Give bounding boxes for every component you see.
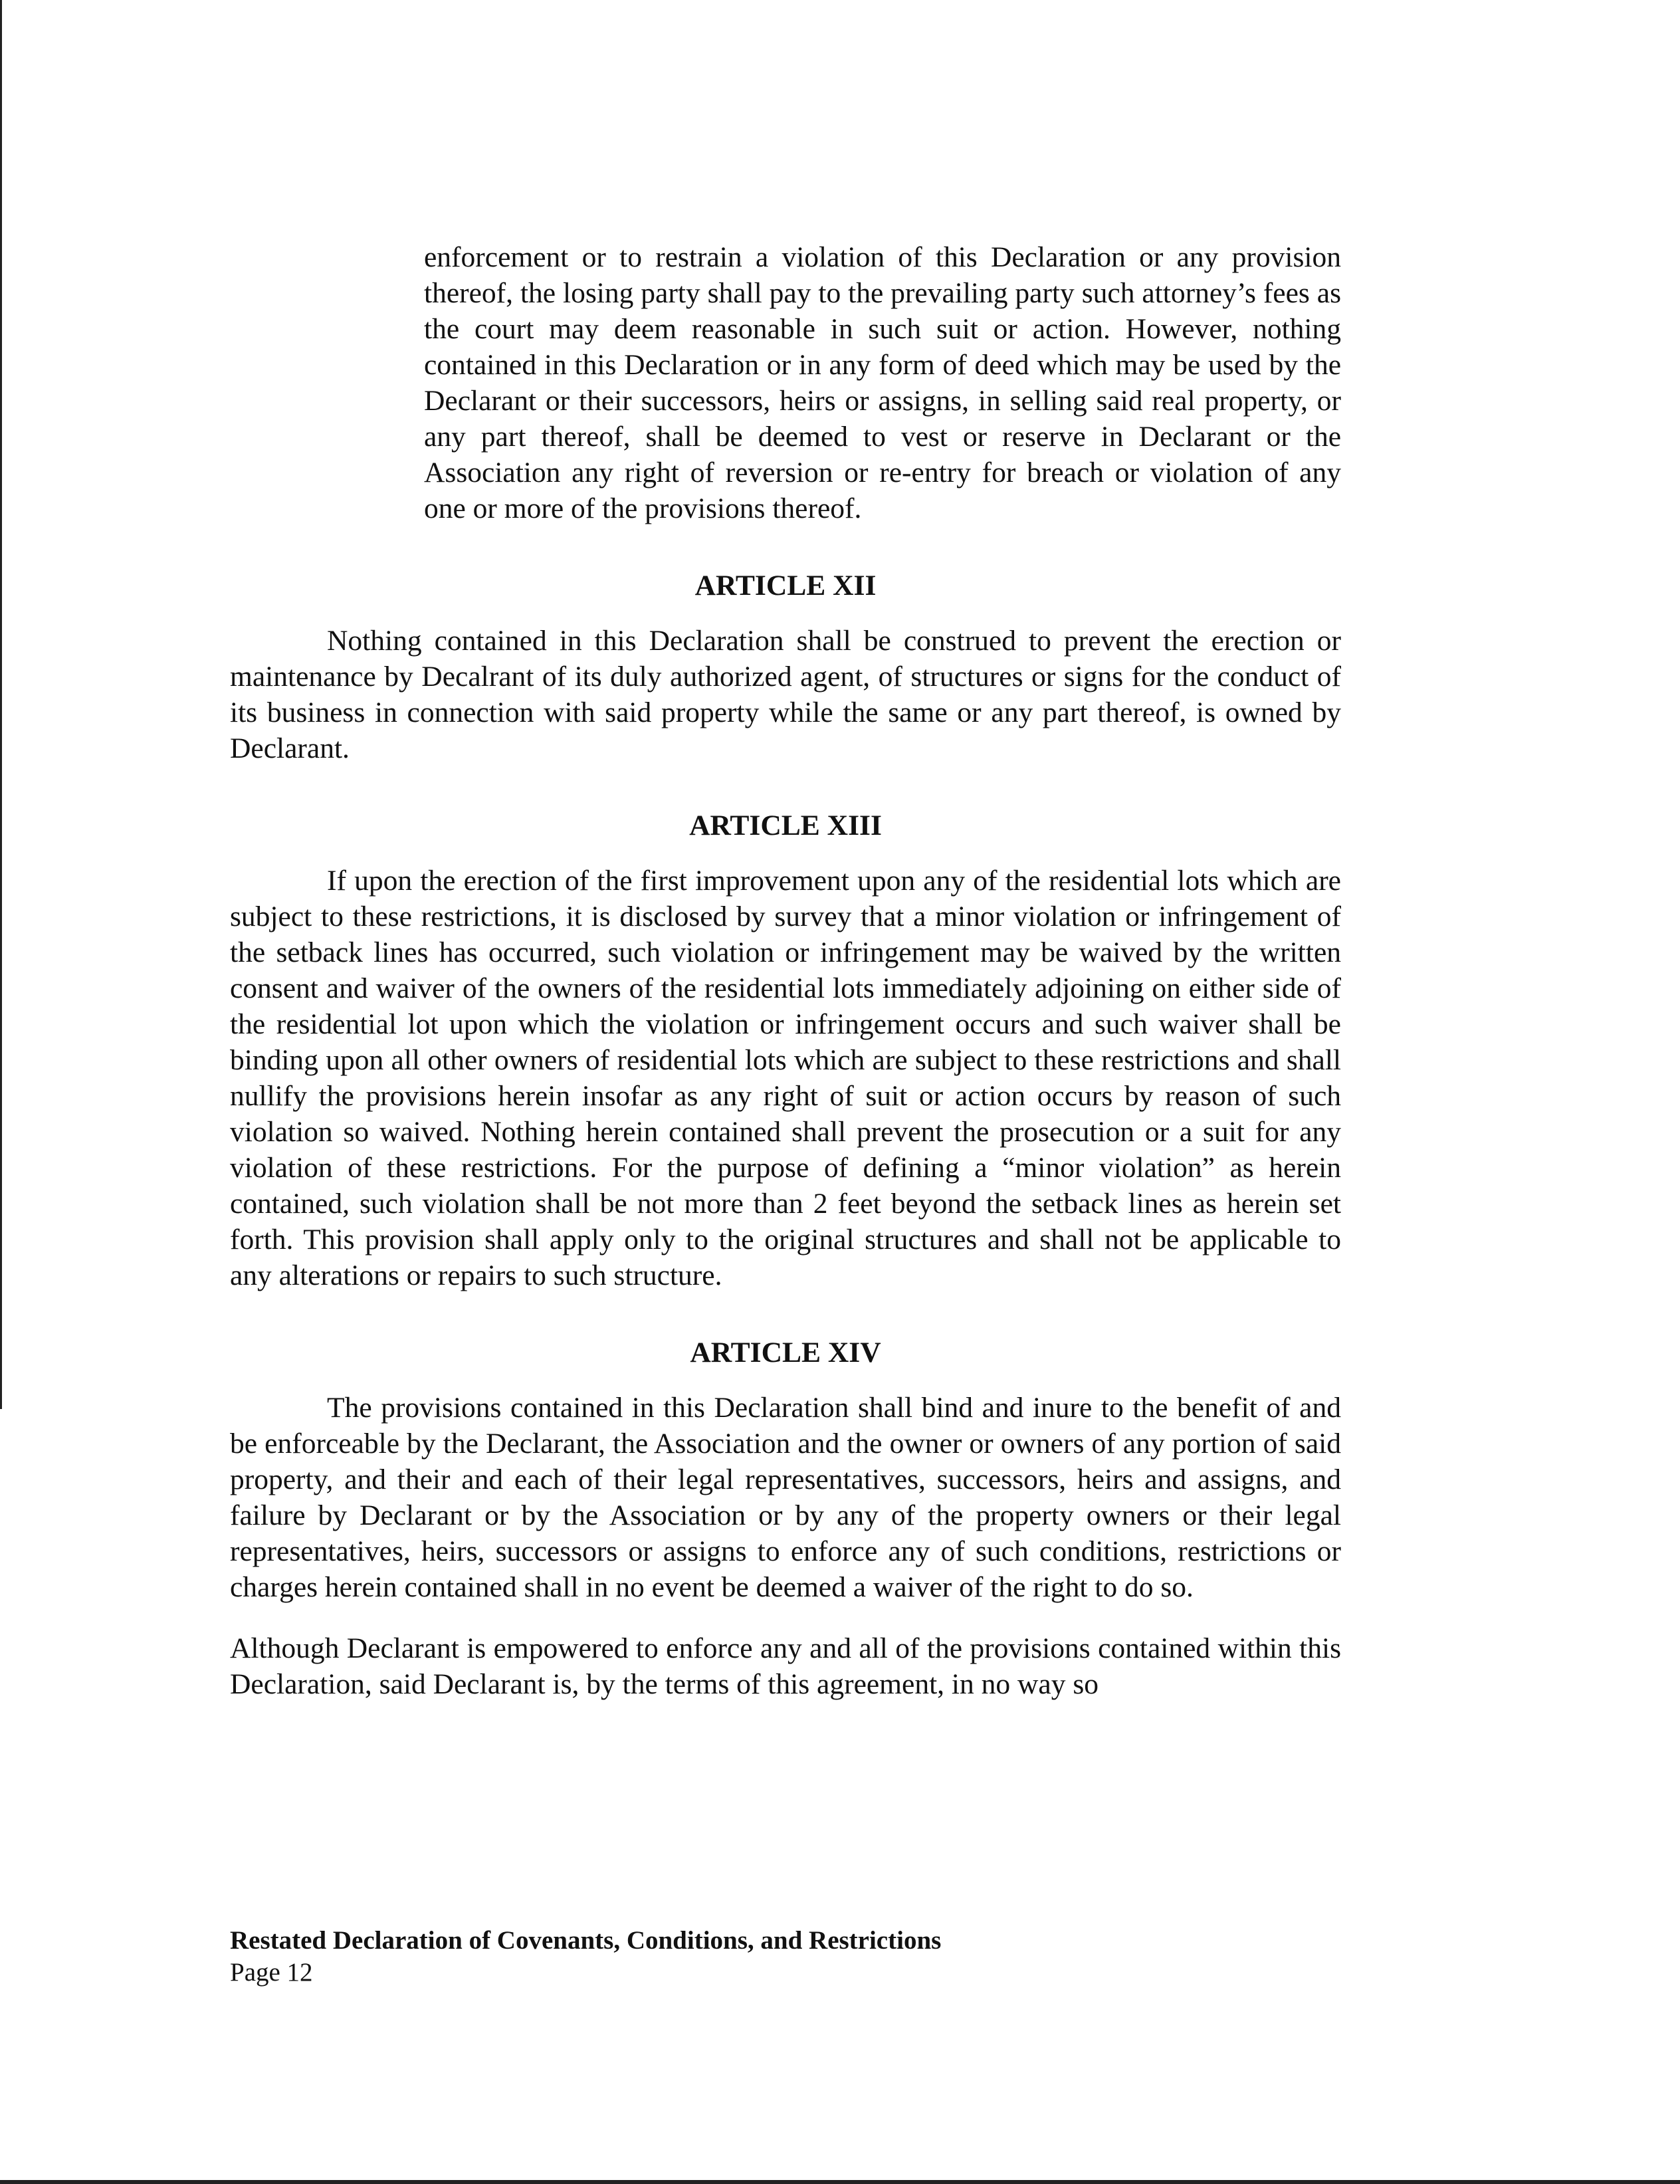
article-xiii-paragraph: If upon the erection of the first improvement upon any of the residential lots which are subject to these restrictions, it is disclosed by survey that a minor violation or infringement of the setback lines has occurred, such violation or infringement may be waived by the written consent and waiver of the owners of the residential lots immediately adjoining on either side of the residential lot upon which the violation or infringement occurs and such waiver shall be binding upon all other owners of residential lots which are subject to these restrictions and shall nullify the provisions herein insofar as any right of suit or action occurs by reason of such violation so waived. Nothing herein contained shall prevent the prosecution or a suit for any violation of these restrictions. For the purpose of defining a “minor violation” as herein contained, such violation shall be not more than 2 feet beyond the setback lines as herein set forth. This provision shall apply only to the original structures and shall not be applicable to any alterations or repairs to such structure. xyxy=(230,865,1341,1291)
article-xiv-heading: ARTICLE XIV xyxy=(690,1337,881,1368)
scan-edge-bottom xyxy=(0,2180,1680,2184)
article-xii-paragraph: Nothing contained in this Declaration shall be construed to prevent the erection or maintenance by Decalrant of its duly authorized agent, of structures or signs for the conduct of its business in connection with said property while the same or any part thereof, is owned by Declarant. xyxy=(230,625,1341,764)
article-xii-heading: ARTICLE XII xyxy=(694,570,877,601)
opening-paragraph: enforcement or to restrain a violation of this Declaration or any provision thereof, the losing party shall pay to the prevailing party such attorney’s fees as the court may deem reasonable in such suit or action. However, nothing contained in this Declaration or in any form of deed which may be used by the Declarant or their successors, heirs or assigns, in selling said real property, or any part thereof, shall be deemed to vest or reserve in Declarant or the Association any right of reversion or re-entry for breach or violation of any one or more of the provisions thereof. xyxy=(424,241,1341,524)
footer-document-title: Restated Declaration of Covenants, Conditions, and Restrictions xyxy=(230,1926,942,1955)
footer-page-number: Page 12 xyxy=(230,1958,313,1987)
article-xiv-paragraph-1: The provisions contained in this Declaration shall bind and inure to the benefit of and be enforceable by the Declarant, the Association and the owner or owners of any portion of said property, and their and each of their legal representatives, successors, heirs and assigns, and failure by Declarant or by the Association or by any of the property owners or their legal representatives, heirs, successors or assigns to enforce any of such conditions, restrictions or charges herein contained shall in no event be deemed a waiver of the right to do so. xyxy=(230,1392,1341,1603)
article-xiii-heading: ARTICLE XIII xyxy=(689,810,882,841)
article-xiv-paragraph-2: Although Declarant is empowered to enforce any and all of the provisions contained within this Declaration, said Declarant is, by the terms of this agreement, in no way so xyxy=(230,1632,1341,1700)
page-footer xyxy=(230,1925,1426,1989)
document-body xyxy=(230,239,1341,1702)
scan-edge-left xyxy=(0,0,2,1409)
